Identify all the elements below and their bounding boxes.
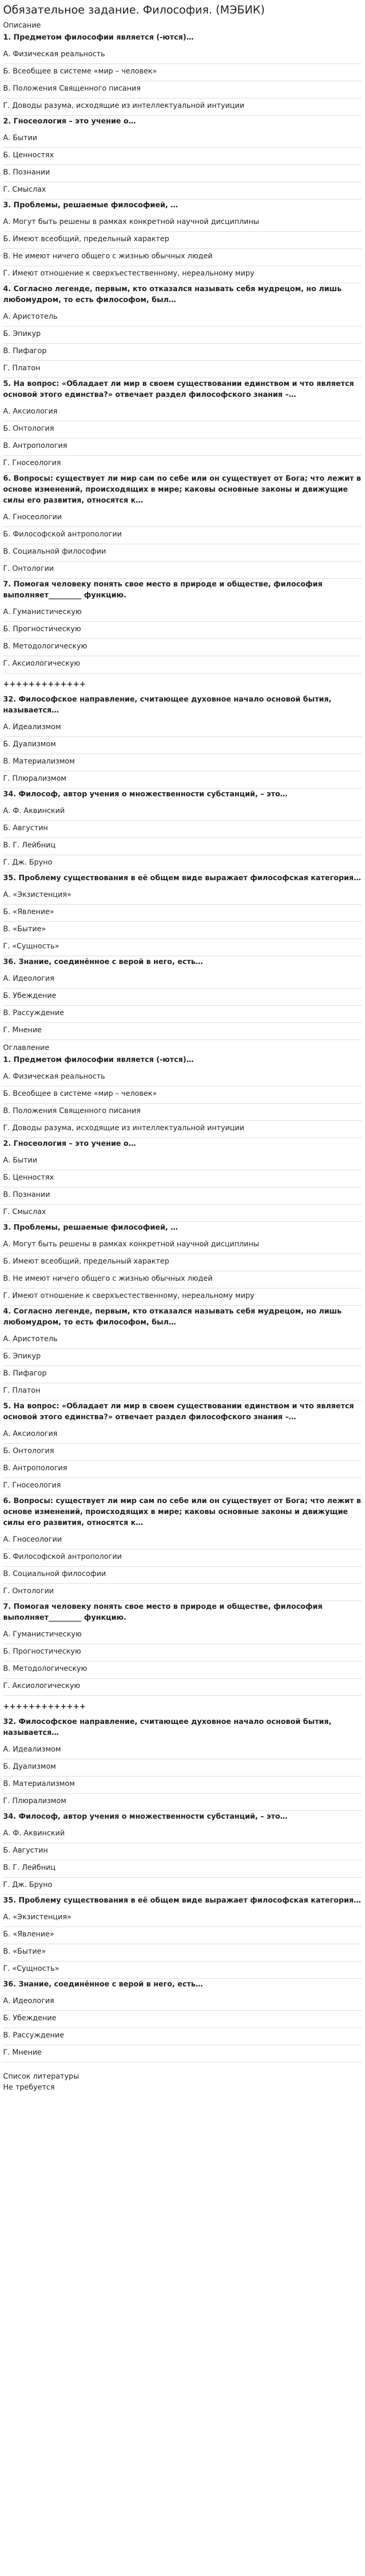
section	[3, 1043, 362, 2062]
answer-option[interactable]: Г. Платон	[3, 1383, 362, 1400]
answer-option[interactable]: А. Идеология	[3, 971, 362, 989]
answer-option[interactable]: А. Бытии	[3, 131, 362, 148]
answer-option[interactable]: Б. Прогностическую	[3, 622, 362, 639]
answer-option[interactable]: Г. Гносеология	[3, 456, 362, 473]
answer-option[interactable]: В. Антропология	[3, 439, 362, 456]
question-text: 34. Философ, автор учения о множественности субстанций, – это…	[3, 790, 288, 799]
answer-option[interactable]: Г. Смыслах	[3, 182, 362, 199]
question-text: 5. На вопрос: «Обладает ли мир в своем существовании единством и что является основой этого единства?» отвечает раздел философского знания –…	[3, 380, 354, 399]
answer-option[interactable]: Г. Доводы разума, исходящие из интеллектуальной интуиции	[3, 98, 362, 116]
question-block	[3, 1306, 362, 1400]
question-block	[3, 199, 362, 283]
answer-option[interactable]: В. Социальной философии	[3, 1567, 362, 1584]
question-text: 35. Проблему существования в её общем виде выражает философская категория…	[3, 1896, 361, 1905]
literature-title: Список литературы	[3, 2072, 79, 2081]
answer-option[interactable]: В. Материализмом	[3, 754, 362, 771]
question-text: 2. Гносеология – это учение о…	[3, 1140, 136, 1148]
divider-marker: +++++++++++++	[3, 1703, 86, 1711]
answer-option[interactable]: А. Идеализмом	[3, 1742, 362, 1759]
answer-option[interactable]: Б. Всеобщее в системе «мир – человек»	[3, 64, 362, 81]
answer-option[interactable]: Б. Дуализмом	[3, 1759, 362, 1777]
question-block	[3, 694, 362, 789]
answer-option[interactable]: Б. Августин	[3, 821, 362, 838]
answer-option[interactable]: В. Пифагор	[3, 344, 362, 361]
answer-option[interactable]: А. Ф. Аквинский	[3, 804, 362, 821]
question-text: 6. Вопросы: существует ли мир сам по себе или он существует от Бога; что лежит в основе изменений, происходящих в мире; каковы основные законы и движущие силы его развития, относятся к…	[3, 474, 361, 505]
question-text: 2. Гносеология – это учение о…	[3, 117, 136, 126]
question-text: 7. Помогая человеку понять свое место в природе и обществе, философия выполняет_________ функцию.	[3, 580, 323, 600]
answer-option[interactable]: Б. Ценностях	[3, 1170, 362, 1187]
answer-option[interactable]: Г. Дж. Бруно	[3, 855, 362, 872]
answer-option[interactable]: Г. Плюрализмом	[3, 1794, 362, 1811]
answer-option[interactable]: А. «Экзистенция»	[3, 1910, 362, 1927]
question-block	[3, 283, 362, 378]
answer-option[interactable]: Б. Всеобщее в системе «мир – человек»	[3, 1086, 362, 1104]
answer-option[interactable]: Г. Смыслах	[3, 1205, 362, 1222]
answer-option[interactable]: А. Аксиология	[3, 404, 362, 421]
answer-option[interactable]: А. Бытии	[3, 1153, 362, 1170]
question-block	[3, 1601, 362, 1696]
sections-container	[3, 21, 362, 2062]
answer-option[interactable]: В. Не имеют ничего общего с жизнью обычных людей	[3, 249, 362, 266]
answer-option[interactable]: А. Физическая реальность	[3, 47, 362, 64]
question-text: 4. Согласно легенде, первым, кто отказался называть себя мудрецом, но лишь любомудром, то есть философом, был…	[3, 1307, 342, 1327]
question-block	[3, 1495, 362, 1601]
answer-option[interactable]: Б. Философской антропологии	[3, 527, 362, 544]
question-block	[3, 473, 362, 579]
answer-option[interactable]: В. Рассуждение	[3, 2028, 362, 2045]
question-block	[3, 1716, 362, 1811]
answer-option[interactable]: Г. «Сущность»	[3, 939, 362, 956]
question-text: 5. На вопрос: «Обладает ли мир в своем существовании единством и что является основой этого единства?» отвечает раздел философского знания –…	[3, 1402, 354, 1422]
answer-option[interactable]: Г. Онтологии	[3, 1584, 362, 1601]
page-title: Обязательное задание. Философия. (МЭБИК)	[3, 4, 265, 16]
question-block	[3, 579, 362, 673]
answer-option[interactable]: Г. Мнение	[3, 1023, 362, 1040]
question-block	[3, 1895, 362, 1979]
answer-option[interactable]: Б. «Явление»	[3, 1927, 362, 1944]
divider-marker: +++++++++++++	[3, 680, 86, 689]
answer-option[interactable]: Б. Дуализмом	[3, 737, 362, 754]
answer-option[interactable]: А. Аристотель	[3, 309, 362, 327]
answer-option[interactable]: Б. Имеют всеобщий, предельный характер	[3, 1254, 362, 1271]
answer-option[interactable]: Б. Онтология	[3, 421, 362, 439]
question-block	[3, 378, 362, 473]
answer-option[interactable]: В. «Бытие»	[3, 1944, 362, 1961]
question-text: 35. Проблему существования в её общем виде выражает философская категория…	[3, 874, 361, 883]
answer-option[interactable]: В. Рассуждение	[3, 1006, 362, 1023]
question-text: 7. Помогая человеку понять свое место в природе и обществе, философия выполняет_________ функцию.	[3, 1603, 323, 1622]
answer-option[interactable]: В. Пифагор	[3, 1366, 362, 1383]
question-text: 4. Согласно легенде, первым, кто отказался называть себя мудрецом, но лишь любомудром, то есть философом, был…	[3, 285, 342, 305]
answer-option[interactable]: Г. Доводы разума, исходящие из интеллектуальной интуиции	[3, 1121, 362, 1138]
question-text: 1. Предметом философии является (-ются)…	[3, 1056, 194, 1065]
question-block	[3, 1979, 362, 2062]
answer-option[interactable]: А. Гуманистическую	[3, 605, 362, 622]
question-block	[3, 1138, 362, 1222]
question-block	[3, 956, 362, 1040]
question-text: 36. Знание, соединённое с верой в него, есть…	[3, 1980, 203, 1989]
answer-option[interactable]: Г. Аксиологическую	[3, 1679, 362, 1696]
question-block	[3, 1400, 362, 1495]
answer-option[interactable]: В. Положения Священного писания	[3, 81, 362, 98]
question-text: 1. Предметом философии является (-ются)…	[3, 33, 194, 42]
answer-option[interactable]: А. Идеализмом	[3, 720, 362, 737]
answer-option[interactable]: А. Гуманистическую	[3, 1627, 362, 1644]
answer-option[interactable]: В. Антропология	[3, 1461, 362, 1478]
answer-option[interactable]: Г. «Сущность»	[3, 1961, 362, 1979]
answer-option[interactable]: В. Методологическую	[3, 1661, 362, 1679]
answer-option[interactable]: Б. Убеждение	[3, 989, 362, 1006]
answer-option[interactable]: В. Г. Лейбниц	[3, 838, 362, 855]
answer-option[interactable]: Г. Дж. Бруно	[3, 1878, 362, 1895]
section-title: Оглавление	[3, 1044, 49, 1053]
answer-option[interactable]: А. Могут быть решены в рамках конкретной научной дисциплины	[3, 1237, 362, 1254]
answer-option[interactable]: А. Аксиология	[3, 1427, 362, 1444]
answer-option[interactable]: В. Положения Священного писания	[3, 1104, 362, 1121]
answer-option[interactable]: Г. Платон	[3, 361, 362, 378]
answer-option[interactable]: А. Физическая реальность	[3, 1069, 362, 1086]
answer-option[interactable]: А. Идеология	[3, 1994, 362, 2011]
question-text: 3. Проблемы, решаемые философией, …	[3, 1223, 178, 1232]
question-block	[3, 872, 362, 956]
answer-option[interactable]: В. Г. Лейбниц	[3, 1860, 362, 1878]
question-text: 36. Знание, соединённое с верой в него, есть…	[3, 958, 203, 967]
question-block	[3, 1811, 362, 1895]
answer-option[interactable]: В. Познании	[3, 165, 362, 182]
answer-option[interactable]: В. Материализмом	[3, 1777, 362, 1794]
answer-option[interactable]: Г. Мнение	[3, 2045, 362, 2062]
question-block	[3, 32, 362, 116]
answer-option[interactable]: Б. Имеют всеобщий, предельный характер	[3, 232, 362, 249]
question-text: 3. Проблемы, решаемые философией, …	[3, 201, 178, 210]
answer-option[interactable]: Б. Прогностическую	[3, 1644, 362, 1661]
answer-option[interactable]: В. Не имеют ничего общего с жизнью обычных людей	[3, 1271, 362, 1289]
answer-option[interactable]: Г. Имеют отношение к сверхъестественному, нереальному миру	[3, 1289, 362, 1306]
answer-option[interactable]: Г. Плюрализмом	[3, 771, 362, 789]
answer-option[interactable]: В. Методологическую	[3, 639, 362, 656]
answer-option[interactable]: Б. Онтология	[3, 1444, 362, 1461]
question-text: 34. Философ, автор учения о множественности субстанций, – это…	[3, 1812, 288, 1821]
answer-option[interactable]: Г. Гносеология	[3, 1478, 362, 1495]
answer-option[interactable]: Б. Философской антропологии	[3, 1549, 362, 1567]
answer-option[interactable]: А. Могут быть решены в рамках конкретной научной дисциплины	[3, 215, 362, 232]
answer-option[interactable]: Б. «Явление»	[3, 905, 362, 922]
question-block	[3, 789, 362, 872]
literature-text: Не требуется	[3, 2083, 55, 2092]
question-block	[3, 116, 362, 199]
question-text: 32. Философское направление, считающее духовное начало основой бытия, называется…	[3, 695, 332, 715]
answer-option[interactable]: Б. Эпикур	[3, 327, 362, 344]
answer-option[interactable]: Б. Августин	[3, 1843, 362, 1860]
section-title: Описание	[3, 21, 41, 30]
answer-option[interactable]: В. Познании	[3, 1187, 362, 1205]
question-text: 6. Вопросы: существует ли мир сам по себе или он существует от Бога; что лежит в основе изменений, происходящих в мире; каковы основные законы и движущие силы его развития, относятся к…	[3, 1497, 361, 1528]
answer-option[interactable]: Б. Ценностях	[3, 148, 362, 165]
section	[3, 21, 362, 1040]
answer-option[interactable]: А. Гносеологии	[3, 1532, 362, 1549]
question-text: 32. Философское направление, считающее духовное начало основой бытия, называется…	[3, 1718, 332, 1737]
answer-option[interactable]: В. «Бытие»	[3, 922, 362, 939]
question-block	[3, 1054, 362, 1138]
answer-option[interactable]: Г. Онтологии	[3, 561, 362, 579]
answer-option[interactable]: Г. Аксиологическую	[3, 656, 362, 673]
answer-option[interactable]: Б. Убеждение	[3, 2011, 362, 2028]
answer-option[interactable]: А. Ф. Аквинский	[3, 1826, 362, 1843]
answer-option[interactable]: Г. Имеют отношение к сверхъестественному, нереальному миру	[3, 266, 362, 283]
answer-option[interactable]: Б. Эпикур	[3, 1349, 362, 1366]
answer-option[interactable]: В. Социальной философии	[3, 544, 362, 561]
answer-option[interactable]: А. «Экзистенция»	[3, 887, 362, 905]
answer-option[interactable]: А. Аристотель	[3, 1332, 362, 1349]
answer-option[interactable]: А. Гносеологии	[3, 510, 362, 527]
question-block	[3, 1222, 362, 1306]
